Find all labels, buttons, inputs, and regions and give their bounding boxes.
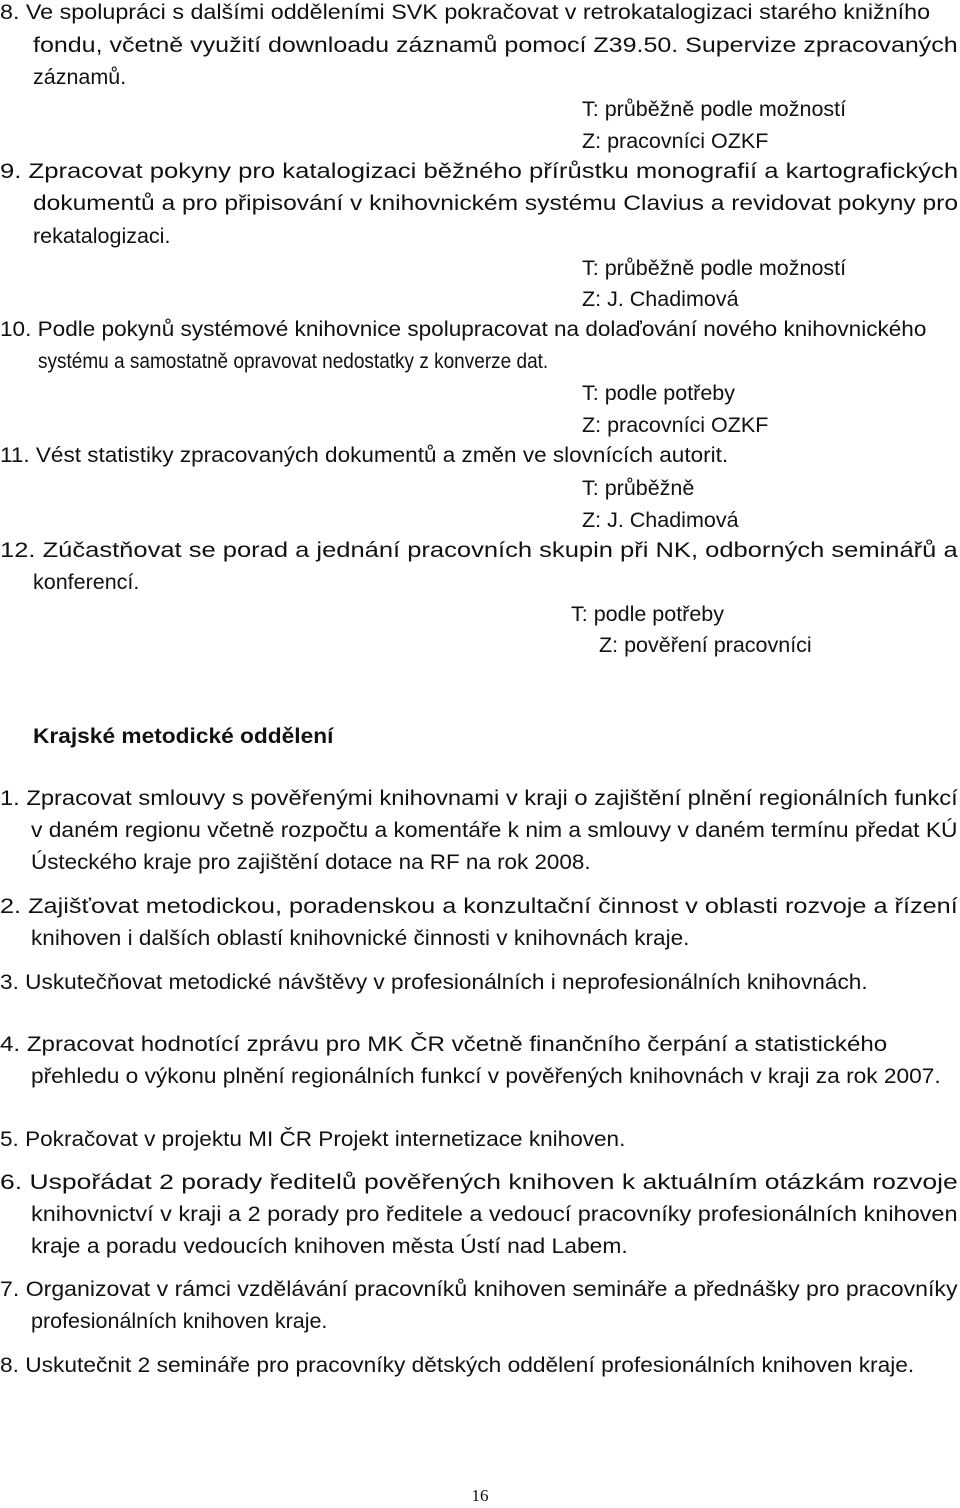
item-text-line: knihovnictví v kraji a 2 porady pro ředitele a vedoucí pracovníky profesionálních knihoven [31,1202,958,1226]
item-text-line: Zpracovat hodnotící zprávu pro MK ČR včetně finančního čerpání a statistického [26,1032,888,1056]
item-number: 5. [0,1127,19,1151]
item-text-line: Pokračovat v projektu MI ČR Projekt internetizace knihoven. [25,1127,626,1151]
item-number: 8. [0,0,20,24]
item-term: T: průběžně podle možností [582,256,847,280]
item-text-line: profesionálních knihoven kraje. [31,1309,328,1333]
item-number: 10. [0,317,32,341]
item-text-line: systému a samostatně opravovat nedostatky z konverze dat. [38,349,549,373]
item-text-line: v daném regionu včetně rozpočtu a komentáře k nim a smlouvy v daném termínu předat KÚ [31,818,958,842]
item-number: 2. [0,894,22,918]
item-text-line: knihoven i dalších oblastí knihovnické činnosti v knihovnách kraje. [31,926,690,950]
item-text-line: Zúčastňovat se porad a jednání pracovních skupin při NK, odborných seminářů a [42,538,958,562]
section-heading: Krajské metodické oddělení [33,724,334,748]
item-responsible: Z: pověření pracovníci [599,633,812,657]
item-text-line: Podle pokynů systémové knihovnice spolupracovat na dolaďování nového knihovnického [37,317,927,341]
item-number: 9. [0,159,22,183]
item-text-line: Vést statistiky zpracovaných dokumentů a změn ve slovnících autorit. [35,443,729,467]
item-text-line: Ve spolupráci s dalšími odděleními SVK pokračovat v retrokatalogizaci starého knižního [25,0,931,24]
item-text-line: Organizovat v rámci vzdělávání pracovníků knihoven semináře a přednášky pro pracovníky [25,1277,958,1301]
item-text-line: přehledu o výkonu plnění regionálních funkcí v pověřených knihovnách v kraji za rok 2007. [31,1064,941,1088]
item-number: 11. [0,443,30,467]
item-term: T: průběžně [582,476,695,500]
item-term: T: průběžně podle možností [582,97,847,121]
item-text-line: rekatalogizaci. [33,224,171,248]
item-text-line: Zpracovat pokyny pro katalogizaci běžného přírůstku monografií a kartografických [28,159,959,183]
item-number: 6. [0,1170,23,1194]
item-responsible: Z: pracovníci OZKF [582,413,769,437]
item-text-line: Zajišťovat metodickou, poradenskou a konzultační činnost v oblasti rozvoje a řízení [28,894,958,918]
item-text-line: fondu, včetně využití downloadu záznamů pomocí Z39.50. Supervize zpracovaných [33,33,958,57]
item-responsible: Z: J. Chadimová [582,508,739,532]
item-text-line: konferencí. [33,570,140,594]
page-number: 16 [471,1486,489,1505]
item-number: 3. [0,970,19,994]
item-text-line: Uskutečnit 2 semináře pro pracovníky dětských oddělení profesionálních knihoven kraje. [25,1353,915,1377]
item-text-line: Ústeckého kraje pro zajištění dotace na RF na rok 2008. [31,850,591,874]
item-responsible: Z: J. Chadimová [582,287,739,311]
item-text-line: kraje a poradu vedoucích knihoven města Ústí nad Labem. [31,1234,628,1258]
item-text-line: Uskutečňovat metodické návštěvy v profesionálních i neprofesionálních knihovnách. [25,970,868,994]
item-number: 12. [0,538,36,562]
item-number: 7. [0,1277,20,1301]
item-number: 1. [0,786,20,810]
item-number: 8. [0,1353,19,1377]
item-text-line: dokumentů a pro připisování v knihovnickém systému Clavius a revidovat pokyny pro [33,191,959,215]
item-term: T: podle potřeby [571,602,724,626]
item-text-line: záznamů. [33,65,127,89]
item-text-line: Zpracovat smlouvy s pověřenými knihovnami v kraji o zajištění plnění regionálních funkcí [26,786,958,810]
item-responsible: Z: pracovníci OZKF [582,129,769,153]
item-text-line: Uspořádat 2 porady ředitelů pověřených knihoven k aktuálním otázkám rozvoje [29,1170,958,1194]
item-number: 4. [0,1032,21,1056]
item-term: T: podle potřeby [582,381,735,405]
